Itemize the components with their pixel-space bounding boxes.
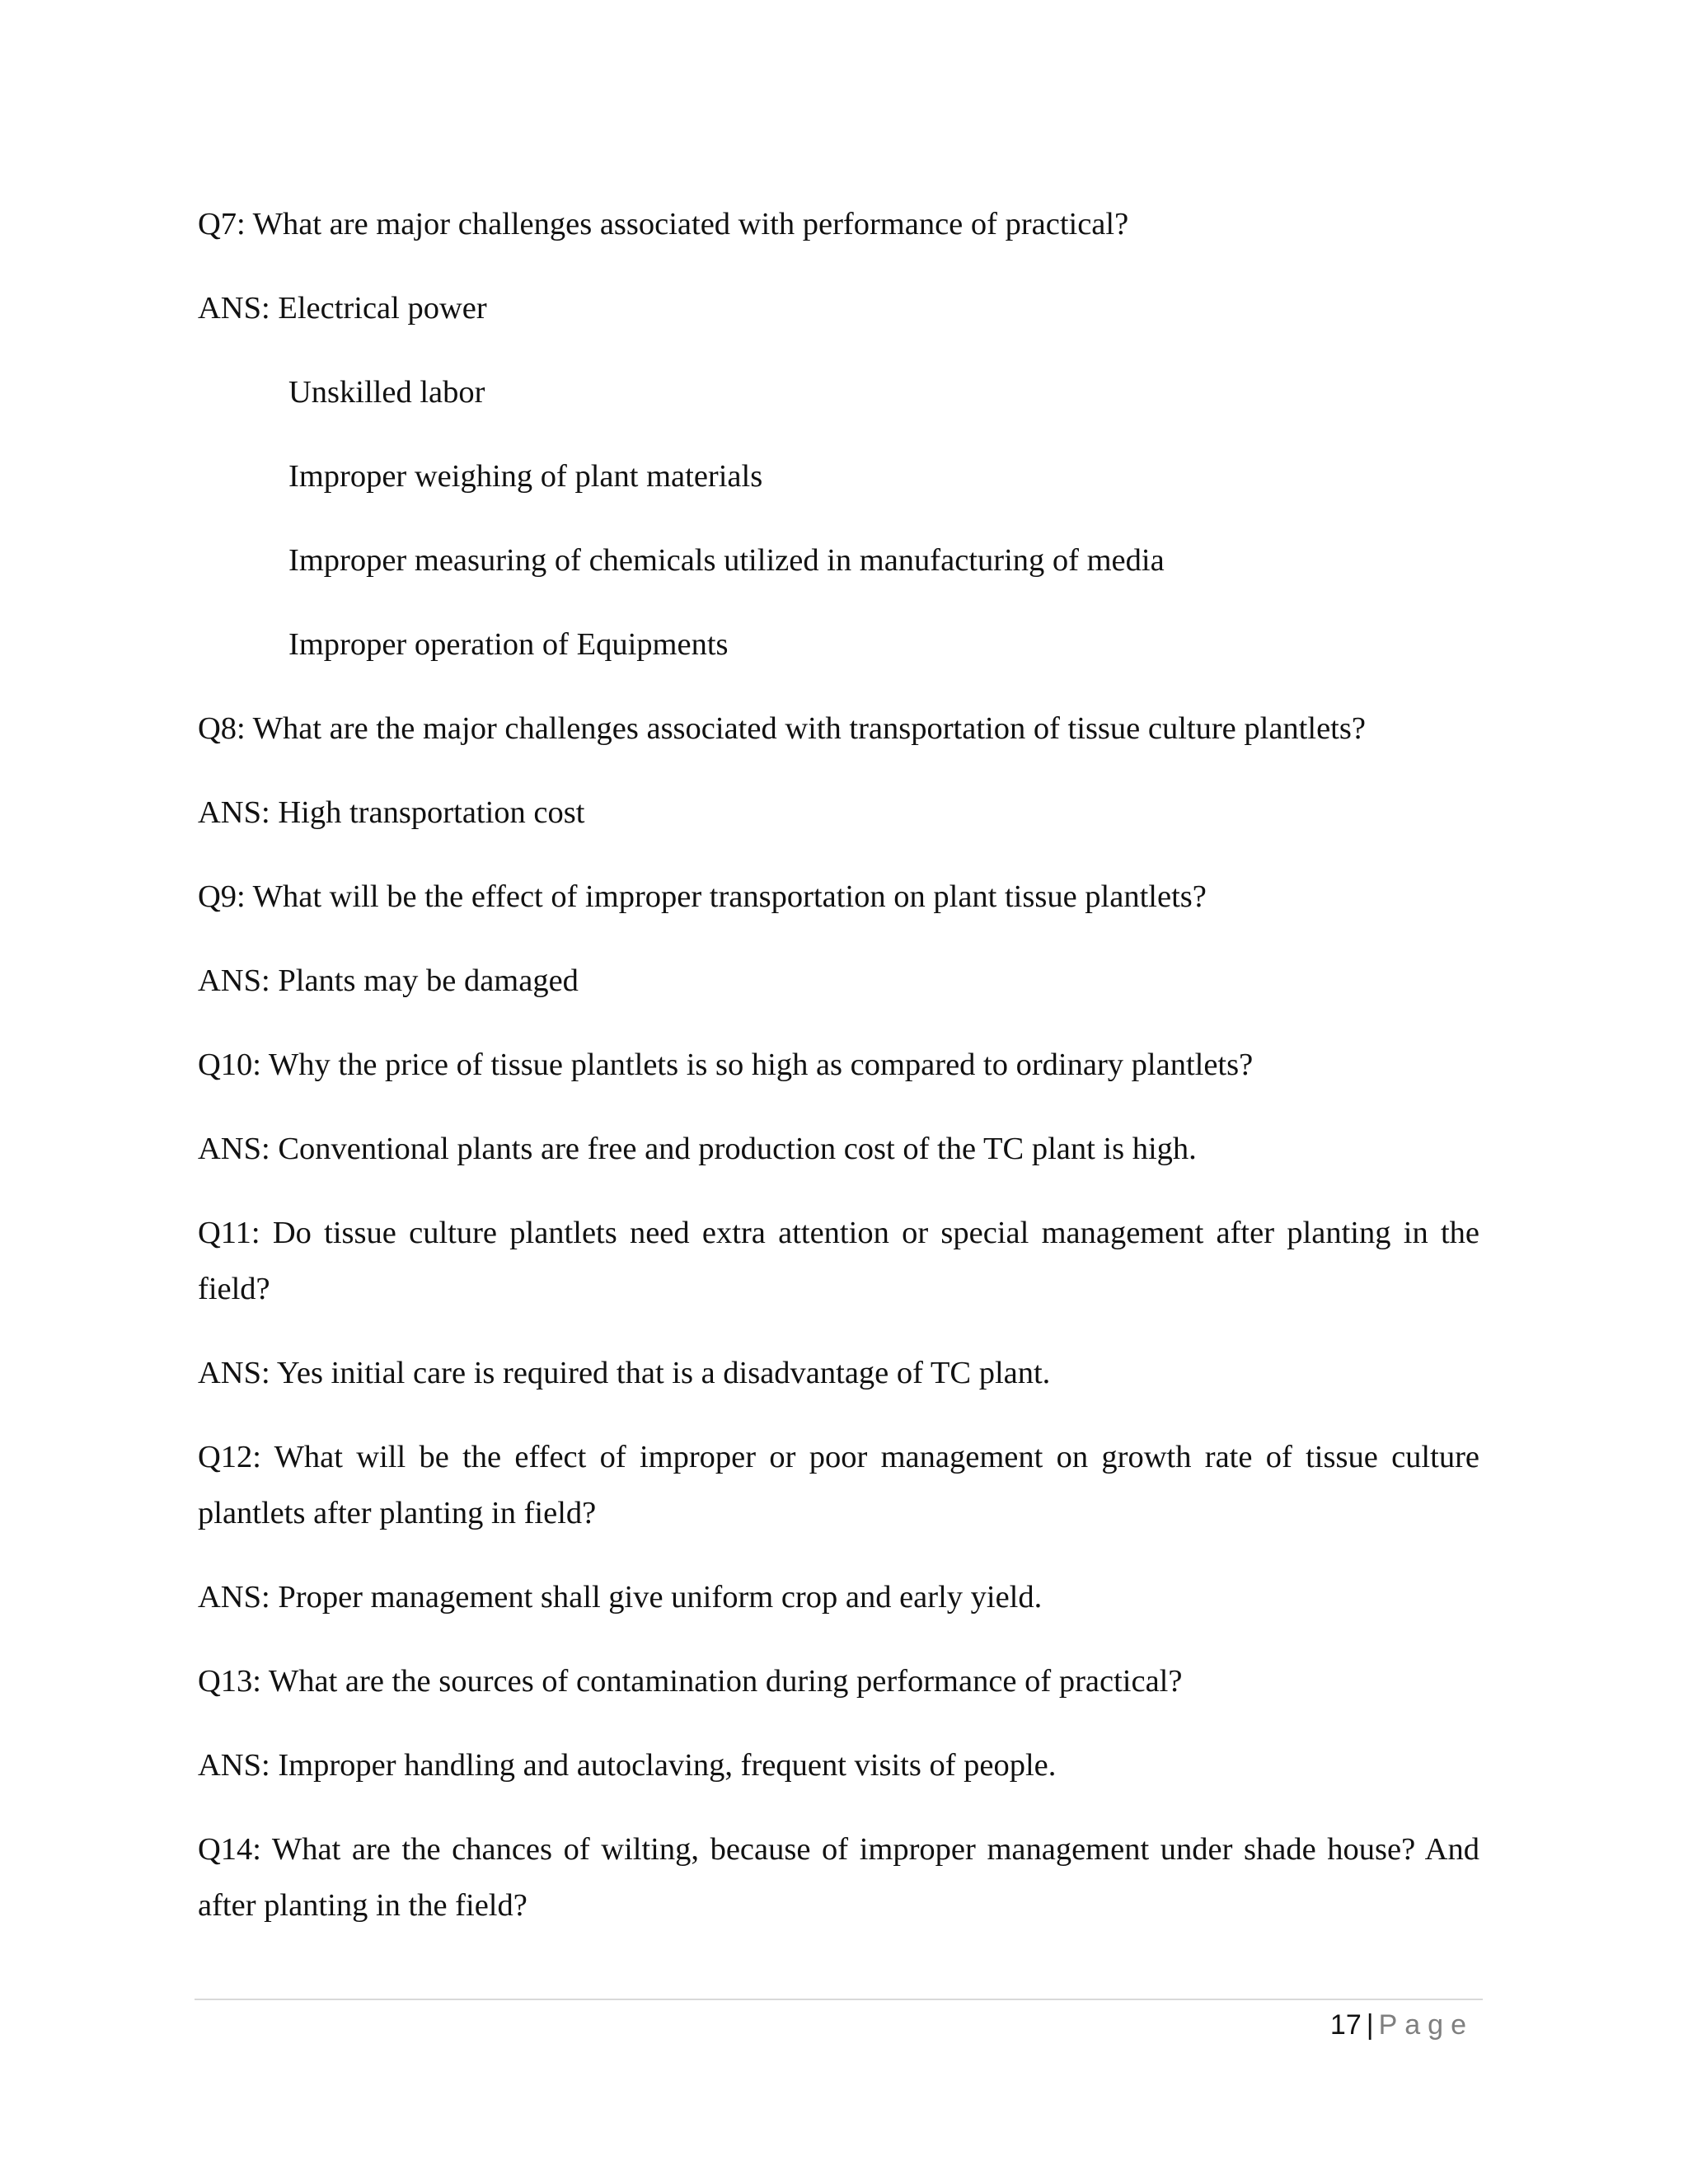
footer-separator: | xyxy=(1366,2009,1374,2041)
answer-text: ANS: Conventional plants are free and production cost of the TC plant is high. xyxy=(198,1132,1197,1166)
answer-list-item: Improper measuring of chemicals utilized in manufacturing of media xyxy=(288,543,1165,578)
page-number: 17 xyxy=(1329,2009,1362,2041)
question-text: Q12: What will be the effect of improper or poor management on growth rate of tissue culture plantlets after planting in field? xyxy=(198,1440,1479,1530)
answer-list-item: Unskilled labor xyxy=(288,375,485,410)
answer-text: ANS: Improper handling and autoclaving, frequent visits of people. xyxy=(198,1748,1057,1783)
answer-text: ANS: Electrical power xyxy=(198,291,487,326)
page-label: Page xyxy=(1378,2009,1474,2041)
answer-list-item: Improper weighing of plant materials xyxy=(288,459,763,494)
footer-divider xyxy=(195,1999,1483,2000)
page-footer xyxy=(1330,2007,1474,2043)
question-text: Q14: What are the chances of wilting, because of improper management under shade house? And after planting in the field? xyxy=(198,1832,1479,1923)
question-text: Q11: Do tissue culture plantlets need extra attention or special management after planting in the field? xyxy=(198,1216,1479,1306)
question-text: Q13: What are the sources of contamination during performance of practical? xyxy=(198,1664,1183,1699)
question-text: Q10: Why the price of tissue plantlets is so high as compared to ordinary plantlets? xyxy=(198,1047,1254,1082)
document-body xyxy=(198,196,1479,1961)
answer-text: ANS: Plants may be damaged xyxy=(198,963,579,998)
answer-text: ANS: Proper management shall give uniform crop and early yield. xyxy=(198,1580,1043,1615)
question-text: Q8: What are the major challenges associated with transportation of tissue culture plantlets? xyxy=(198,711,1366,746)
answer-text: ANS: Yes initial care is required that is a disadvantage of TC plant. xyxy=(198,1356,1051,1390)
answer-list-item: Improper operation of Equipments xyxy=(288,627,729,662)
answer-text: ANS: High transportation cost xyxy=(198,795,585,830)
question-text: Q9: What will be the effect of improper transportation on plant tissue plantlets? xyxy=(198,879,1207,914)
question-text: Q7: What are major challenges associated with performance of practical? xyxy=(198,207,1129,241)
